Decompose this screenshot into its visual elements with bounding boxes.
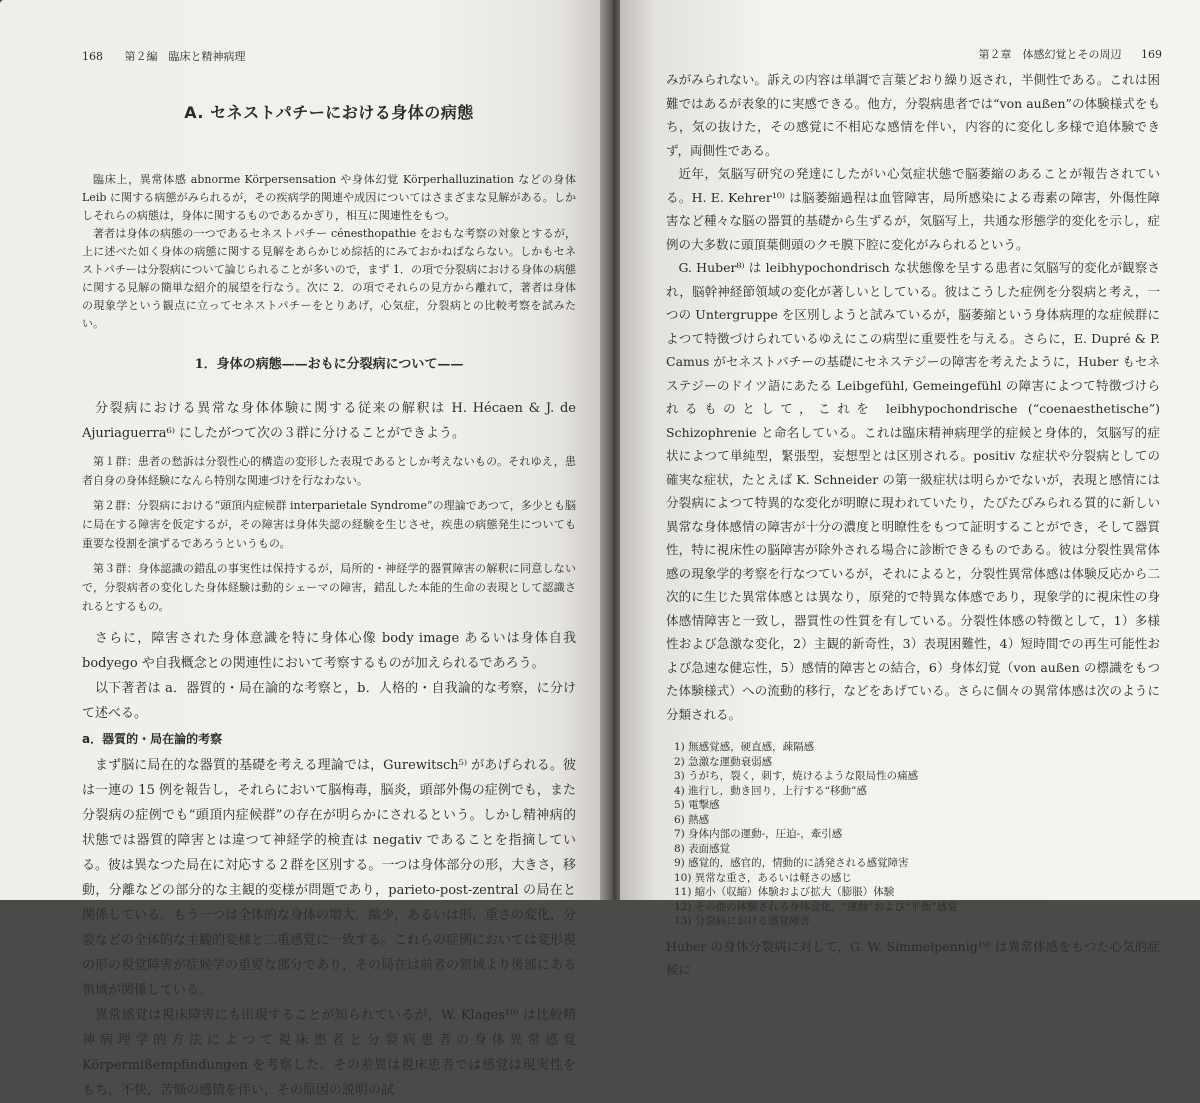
body-paragraph: 以下著者は a．器質的・局在論的な考察と，b．人格的・自我論的な考察，に分けて述べる。 (82, 681, 576, 721)
symptom-list (666, 740, 1160, 929)
symptom-item: 6) 熱感 (674, 813, 710, 826)
symptom-item: 5) 電撃感 (674, 799, 720, 811)
group-list (82, 452, 576, 616)
symptom-item: 12) その他の体験される身体変化，“運動”および“平衡”感覚 (674, 900, 958, 913)
subsection-title: 1．身体の病態——おもに分裂病について—— (194, 357, 464, 372)
group-item: 第３群：身体認識の錯乱の事実性は保持するが，局所的・神経学的器質障害の解釈に同意しないで，分裂病者の変化した身体経験は動的シェーマの障害，錯乱した本能的生命の表現として認識されるとするもの。 (82, 562, 576, 613)
symptom-item: 8) 表面感覚 (674, 842, 731, 855)
body-paragraph: 近年，気脳写研究の発達にしたがい心気症状態で脳萎縮のあることが報告されている。H. E. Kehrer¹⁰⁾ は脳萎縮過程は血管障害，局所感染による毒素の障害，外傷性障害など種々な脳の器質的基礎から生ずるが，気脳写上，共通な形態学的変化を示し，症例の大多数に頭頂葉側頭のクモ膜下腔に変化がみられるという。 (666, 166, 1160, 252)
symptom-item: 11) 縮小（収縮）体験および拡大（膨脹）体験 (674, 886, 895, 898)
body-paragraph: G. Huber⁸⁾ は leibhypochondrisch な状態像を呈する患者に気脳写的変化が観察され，脳幹神経節領域の変化が著しいとしている。彼はこうした症例を分裂病と考え，一つの Untergruppe を区別しようと試みているが，脳萎縮という身体病理的な症候群によつて特徴づけられているゆえにこの病型に重要性を与える。さらに，E. Dupré & P. Camus がセネストパチーの基礎にセネステジーの障害を考えたように，Huber もセネステジーのドイツ語にあたる Leibgefühl, Gemeingefühl の障害によつて特徴づけられるものとして，これを leibhypochondrische (“coenaesthetische”) Schizophrenie と命名している。これは臨床精神病理学的症候と身体的，気脳写的症状によつて単純型，緊張型，妄想型とは区別される。positiv な症状や分裂病としての確実な症状，たとえば K. Schneider の第一級症状は明らかでないが，表現と感情には分裂病によつて特異的な変化が明瞭に現われていたり，たびたびみられる質的に新しい異常な身体感情の障害が十分の濃度と明瞭性をもつて証明することができ，そして器質性，特に視床性の脳障害が除外される場合に診断できるものである。彼は分裂性異常体感の現象学的考察を行なつているが，それによると，分裂性異常体感は体験反応から二次的に生じた異常体感とは異なり，原発的で特異な体感であり，現象学的に視床性の身体感情障害と一致し，器質性の性質を有している。分裂性体感の特徴として，1）多様性および急激な変化，2）主観的新奇性，3）表現困難性，4）短時間での再生可能性および急速な健忘性，5）感情的障害との結合，6）身体幻覚（von außen の標識をもつた体験様式）への流動的移行，などをあげている。さらに個々の異常体感は次のように分類される。 (666, 260, 1160, 722)
right-running-head (979, 46, 1163, 62)
symptom-item: 1) 無感覚感，硬直感，疎隔感 (674, 741, 815, 753)
body-paragraph: みがみられない。訴えの内容は単調で言葉どおり繰り返され，半側性である。これは困難ではあるが表象的に実感できる。他方，分裂病患者では“von außen”の体験様式をもち，気の抜けた，その感覚に不相応な感情を伴い，内容的に変化し多様で追体験できず，両側性である。 (666, 72, 1160, 158)
left-running-head (82, 48, 576, 64)
body-paragraph: さらに，障害された身体意識を特に身体心像 body image あるいは身体自我 bodyego や自我概念との関連性において考察するものが加えられるであろう。 (82, 631, 576, 671)
intro-block (82, 171, 576, 333)
symptom-item: 9) 感覚的，感官的，情動的に誘発される感覚障害 (674, 857, 909, 869)
right-running-head-title: 第２章 体感幻覚とその周辺 (978, 48, 1122, 61)
left-page-number: 168 (82, 50, 103, 63)
intro-paragraph: 著者は身体の病態の一つであるセネストパチー cénesthopathie をおもな考察の対象とするが，上に述べた如く身体の病態に関する見解をあらかじめ綜括的にみておかねばならない。しかもセネストパチーは分裂病について論じられることが多いので，まず 1．の項で分裂病における身体の病態に関する見解の簡単な紹介的展望を行なう。次に 2．の項でそれらの見方から離れて，著者は身体の現象学という観点に立ってセネストパチーをとりあげ，心気症，分裂病との比較考察を試みたい。 (82, 227, 576, 330)
symptom-item: 3) うがち，裂く，刺す，焼けるような限局性の痛感 (674, 770, 919, 782)
body-paragraph: 分裂病における異常な身体体験に関する従来の解釈は H. Hécaen & J. de Ajuriaguerra⁶⁾ にしたがつて次の３群に分けることができよう。 (82, 401, 576, 441)
body-paragraph: 異常感覚は視床障害にも出現することが知られているが，W. Klages¹⁰⁾ は比較精神病理学的方法によつて視床患者と分裂病患者の身体異常感覚 Körpermißempfindungen を考察した。その差異は視床患者では感覚は現実性をもち，不快，苦悩の感情を伴い，その原因の説明の試 (82, 1008, 576, 1098)
symptom-item: 13) 分裂病における感覚障害 (674, 915, 811, 927)
symptom-item: 4) 進行し，動き回り，上行する“移動”感 (674, 784, 867, 797)
group-item: 第１群：患者の愁訴は分裂性心的構造の変形した表現であるとしか考えないもの。それゆえ，患者自身の身体経験になんら特別な関連づけを行なわない。 (82, 455, 576, 487)
symptom-item: 2) 急激な運動衰弱感 (674, 755, 773, 768)
body-paragraph: まず脳に局在的な器質的基礎を考える理論では，Gurewitsch⁵⁾ があげられる。彼は一連の 15 例を報告し，それらにおいて脳梅毒，脳炎，頭部外傷の症例でも，また分裂病の症例でも“頭頂内症候群”の存在が明らかにされるという。しかし精神病的状態では器質的障害とは違つて神経学的検査は negativ であることを指摘している。彼は異なつた局在に対応する２群を区別する。一つは身体部分の形，大きさ，移動，分離などの部分的な主観的変様が問題であり，parieto-post-zentral の局在と関係している。もう一つは全体的な身体の増大，縮少，あるいは形，重さの変化，分裂などの全体的な主観的変様と二重感覚に一致する。これらの症例においては変形視の形の視覚障害が症候学の重要な部分であり，その局在は前者の領域より後部にある領域が関係している。 (82, 758, 577, 998)
symptom-item: 10) 異常な重さ，あるいは軽さの感じ (674, 871, 852, 884)
group-item: 第２群：分裂病における“頭頂内症候群 interparietale Syndrome”の理論であつて，多少とも脳に局在する障害を仮定するが，その障害は身体失認の経験を生じさせ，疾患の病態発生についても重要な役割を演ずるであろうというもの。 (82, 499, 576, 550)
intro-paragraph: 臨床上，異常体感 abnorme Körpersensation や身体幻覚 Körperhalluzination などの身体 Leib に関する病態がみられるが，その疾病学的関連や成因についてはさまざまな見解がある。しかしそれらの病態は，身体に関するものであるかぎり，相互に関連性をもつ。 (82, 173, 576, 222)
right-page-number: 169 (1141, 48, 1162, 61)
left-running-head-title: 第２編 臨床と精神病理 (124, 50, 246, 63)
symptom-item: 7) 身体内部の運動-，圧迫-，牽引感 (674, 828, 843, 840)
section-title: A. セネストパチーにおける身体の病態 (184, 103, 474, 122)
subsection-a-title: a．器質的・局在論的考察 (82, 732, 223, 746)
body-paragraph: Huber の身体分裂病に対して，G. W. Simmelpennig¹⁹⁾ は異常体感をもつた心気的症候に (666, 938, 1160, 977)
right-page (620, 0, 1200, 977)
